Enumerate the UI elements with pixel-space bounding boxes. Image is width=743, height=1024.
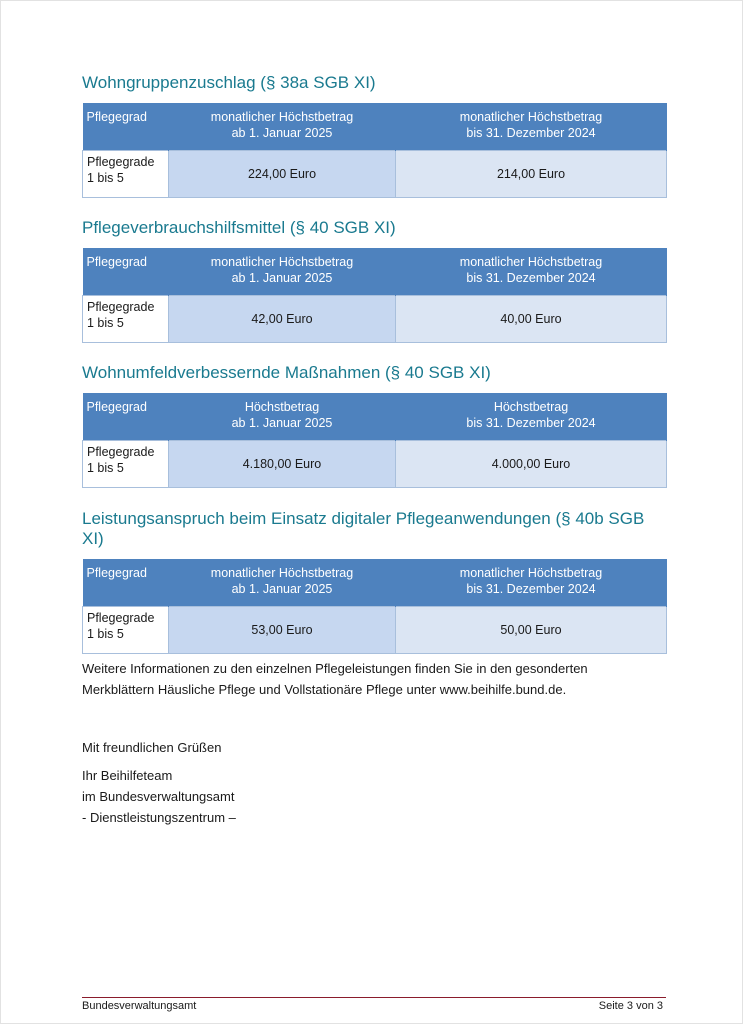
table-header-row <box>83 103 667 151</box>
cell-amount-2024: 40,00 Euro <box>396 296 667 343</box>
cell-amount-2024: 214,00 Euro <box>396 151 667 198</box>
benefit-table <box>82 248 667 343</box>
section-wohngruppenzuschlag <box>82 73 666 198</box>
cell-pflegegrade: Pflegegrade 1 bis 5 <box>83 296 169 343</box>
footer-divider <box>82 997 666 998</box>
table-header-row <box>83 559 667 607</box>
table-row <box>83 151 667 198</box>
header-pflegegrad: Pflegegrad <box>83 559 169 607</box>
cell-amount-2024: 50,00 Euro <box>396 607 667 654</box>
signature-line-1: Ihr Beihilfeteam <box>82 768 173 783</box>
cell-amount-2025: 224,00 Euro <box>169 151 396 198</box>
header-ab-2025: monatlicher Höchstbetrag ab 1. Januar 2025 <box>169 248 396 296</box>
benefit-table <box>82 559 667 654</box>
signature-block <box>82 765 236 828</box>
signature-line-2: im Bundesverwaltungsamt <box>82 789 235 804</box>
header-ab-2025: monatlicher Höchstbetrag ab 1. Januar 2025 <box>169 559 396 607</box>
info-paragraph <box>82 658 588 700</box>
header-pflegegrad: Pflegegrad <box>83 103 169 151</box>
cell-amount-2025: 42,00 Euro <box>169 296 396 343</box>
section-title: Wohngruppenzuschlag (§ 38a SGB XI) <box>82 73 376 92</box>
cell-amount-2025: 4.180,00 Euro <box>169 441 396 488</box>
header-bis-2024: Höchstbetrag bis 31. Dezember 2024 <box>396 393 667 441</box>
table-header-row <box>83 393 667 441</box>
cell-pflegegrade: Pflegegrade 1 bis 5 <box>83 441 169 488</box>
section-wohnumfeldverbessernde-massnahmen <box>82 363 666 488</box>
info-line-1: Weitere Informationen zu den einzelnen Pflegeleistungen finden Sie in den gesonderten <box>82 661 588 676</box>
cell-amount-2024: 4.000,00 Euro <box>396 441 667 488</box>
section-title: Pflegeverbrauchshilfsmittel (§ 40 SGB XI) <box>82 218 396 237</box>
table-row <box>83 607 667 654</box>
cell-pflegegrade: Pflegegrade 1 bis 5 <box>83 151 169 198</box>
header-ab-2025: Höchstbetrag ab 1. Januar 2025 <box>169 393 396 441</box>
section-title: Wohnumfeldverbessernde Maßnahmen (§ 40 SGB XI) <box>82 363 491 382</box>
section-title: Leistungsanspruch beim Einsatz digitaler Pflegeanwendungen (§ 40b SGB XI) <box>82 509 645 548</box>
table-header-row <box>83 248 667 296</box>
section-pflegeverbrauchshilfsmittel <box>82 218 666 343</box>
benefit-table <box>82 103 667 198</box>
greeting-text: Mit freundlichen Grüßen <box>82 740 222 755</box>
header-pflegegrad: Pflegegrad <box>83 393 169 441</box>
header-pflegegrad: Pflegegrad <box>83 248 169 296</box>
closing-greeting <box>82 737 221 758</box>
info-line-2: Merkblättern Häusliche Pflege und Vollstationäre Pflege unter www.beihilfe.bund.de. <box>82 682 567 697</box>
header-bis-2024: monatlicher Höchstbetrag bis 31. Dezember 2024 <box>396 559 667 607</box>
signature-line-3: - Dienstleistungszentrum – <box>82 810 236 825</box>
header-ab-2025: monatlicher Höchstbetrag ab 1. Januar 2025 <box>169 103 396 151</box>
table-row <box>83 296 667 343</box>
footer-left: Bundesverwaltungsamt <box>82 1000 197 1012</box>
section-digitale-pflegeanwendungen <box>82 509 666 654</box>
cell-amount-2025: 53,00 Euro <box>169 607 396 654</box>
cell-pflegegrade: Pflegegrade 1 bis 5 <box>83 607 169 654</box>
table-row <box>83 441 667 488</box>
header-bis-2024: monatlicher Höchstbetrag bis 31. Dezember 2024 <box>396 103 667 151</box>
footer-page-number: Seite 3 von 3 <box>598 1000 663 1012</box>
header-bis-2024: monatlicher Höchstbetrag bis 31. Dezember 2024 <box>396 248 667 296</box>
benefit-table <box>82 393 667 488</box>
